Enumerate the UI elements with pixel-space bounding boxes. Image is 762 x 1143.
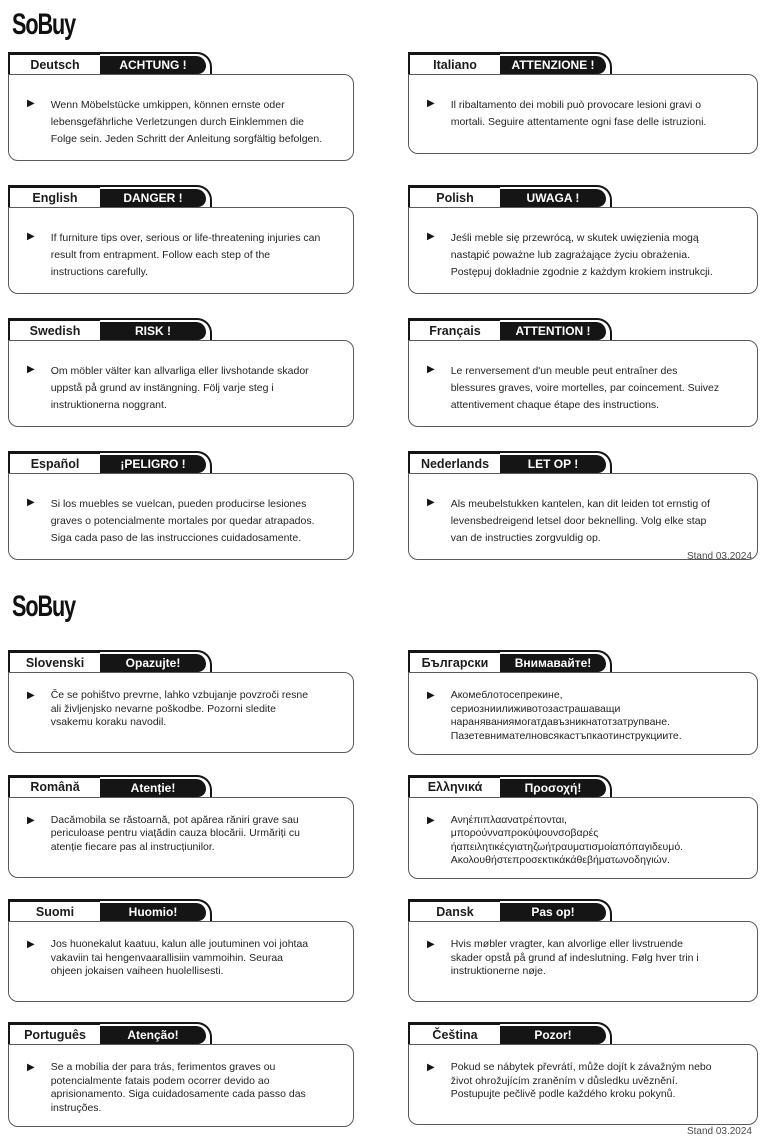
- language-tab: [408, 1022, 500, 1044]
- bullet-triangle-icon: ▶: [427, 1062, 435, 1074]
- page-1: [0, 0, 762, 570]
- warning-text: Jos huonekalut kaatuu, kalun alle joutuminen voi johtaa vakaviin tai hengenvaarallisiin vammoihin. Seuraa ohjeen jokaisen vaiheen huolellisesti.: [50, 938, 309, 978]
- revision-date: Stand 03.2024: [686, 1126, 752, 1137]
- bullet-triangle-icon: ▶: [27, 364, 35, 375]
- warning-tabs: [408, 775, 758, 797]
- warning-text: Акомеблотосепрекине, сериозниилиживотозастрашаващи нараняваниямогатдавъзникнатотзатрупване. Пазетевнимателновсякастъпкаотинструкциите.: [450, 689, 682, 742]
- language-tab: [8, 899, 100, 921]
- revision-date: Stand 03.2024: [686, 551, 752, 562]
- warning-content-box: [8, 672, 354, 753]
- bullet-triangle-icon: ▶: [427, 814, 435, 826]
- warning-block: [8, 899, 354, 1002]
- warning-block: [8, 185, 354, 294]
- warning-tab-outline: [500, 899, 612, 921]
- warning-tab-outline: [500, 775, 612, 797]
- warning-block: [8, 318, 354, 427]
- warning-text: Če se pohištvo prevrne, lahko vzbujanje povzroči resne ali življenjsko nevarne poškodbe. Pozorni sledite vsakemu koraku navodil.: [50, 689, 309, 729]
- language-tab: [408, 52, 500, 74]
- bullet-triangle-icon: ▶: [27, 497, 35, 508]
- language-tab: [8, 185, 100, 207]
- warning-tab: [100, 322, 206, 340]
- warning-label: DANGER !: [123, 191, 183, 205]
- warning-label: UWAGA !: [526, 191, 580, 205]
- warning-content-box: [8, 797, 354, 878]
- language-label: English: [32, 190, 78, 205]
- warning-label: Pas op!: [531, 905, 575, 920]
- warning-tabs: [8, 52, 354, 74]
- language-label: Italiano: [433, 57, 477, 72]
- warning-tabs: [408, 1022, 758, 1044]
- warning-content-box: [8, 921, 354, 1002]
- bullet-triangle-icon: ▶: [427, 364, 435, 375]
- warning-tab-outline: [100, 185, 212, 207]
- warning-text: Il ribaltamento dei mobili può provocare lesioni gravi o mortali. Seguire attentamente ogni fase delle istruzioni.: [450, 99, 707, 128]
- warning-tabs: [408, 318, 758, 340]
- warning-tab: [500, 322, 606, 340]
- warning-content-box: [408, 797, 758, 880]
- warning-tab: [100, 56, 206, 74]
- warning-content-box: [8, 207, 354, 294]
- warning-tabs: [8, 775, 354, 797]
- warning-tabs: [408, 899, 758, 921]
- warning-tab-outline: [500, 318, 612, 340]
- bullet-triangle-icon: ▶: [427, 497, 435, 508]
- warning-tab: [100, 1026, 206, 1044]
- warning-content-box: [8, 1044, 354, 1127]
- warning-tabs: [408, 451, 758, 473]
- warning-tab: [100, 779, 206, 797]
- warning-content-box: [408, 340, 758, 427]
- language-label: Français: [429, 323, 481, 338]
- warning-tabs: [8, 318, 354, 340]
- language-label: Swedish: [29, 323, 81, 338]
- warning-block: [408, 52, 758, 161]
- language-tab: [8, 318, 100, 340]
- warning-tab: [500, 56, 606, 74]
- warning-tab-outline: [100, 318, 212, 340]
- warning-block: [8, 650, 354, 755]
- warning-content-box: [8, 340, 354, 427]
- warning-tab-outline: [100, 451, 212, 473]
- warning-tabs: [8, 451, 354, 473]
- warning-text: Ανηέπιπλαανατρέπονται, μπορούνναπροκύψουνσοβαρές ήαπειλητικέςγιατηζωήτραυματισμοίαπόπαγιδευμό. Ακολουθήστεπροσεκτικάκάθεβήματωνοδηγιών.: [450, 813, 684, 867]
- warning-tab: [500, 189, 606, 207]
- warning-tab: [100, 903, 206, 921]
- warning-label: Huomio!: [128, 905, 178, 920]
- bullet-triangle-icon: ▶: [427, 98, 435, 109]
- language-tab: [408, 318, 500, 340]
- warning-content-box: [408, 74, 758, 154]
- warning-text: Om möbler välter kan allvarliga eller livshotande skador uppstå på grund av instängning. Följ varje steg i instruktionerna noggrant.: [50, 365, 309, 411]
- warning-block: [8, 52, 354, 161]
- warning-label: Внимавайте!: [514, 656, 592, 670]
- warning-tab: [500, 1026, 606, 1044]
- warning-block: [408, 650, 758, 755]
- warning-tab-outline: [100, 899, 212, 921]
- warning-block: [408, 1022, 758, 1127]
- language-tab: [8, 650, 100, 672]
- warning-text: Jeśli meble się przewrócą, w skutek uwięzienia mogą nastąpić poważne lub zagrażające życiu obrażenia. Postępuj dokładnie zgodnie z każdym krokiem instrukcji.: [450, 232, 713, 278]
- warning-content-box: [8, 473, 354, 560]
- warning-block: [408, 451, 758, 560]
- language-label: Čeština: [432, 1027, 478, 1042]
- warning-grid-page-2: [0, 650, 762, 1127]
- language-tab: [408, 451, 500, 473]
- warning-text: Hvis møbler vragter, kan alvorlige eller livstruende skader opstå på grund af indeslutning. Følg hver trin i instruktionerne nøje.: [450, 938, 699, 978]
- warning-tab-outline: [500, 650, 612, 672]
- warning-tab: [100, 189, 206, 207]
- language-label: Suomi: [35, 904, 75, 919]
- warning-label: Pozor!: [534, 1028, 572, 1043]
- language-label: Español: [30, 456, 80, 471]
- warning-tabs: [8, 185, 354, 207]
- warning-label: RISK !: [135, 324, 171, 338]
- bullet-triangle-icon: ▶: [427, 939, 435, 951]
- warning-label: Προσοχή!: [524, 780, 582, 795]
- brand-logo: SoBuy: [12, 8, 76, 41]
- warning-tab: [500, 654, 606, 672]
- bullet-triangle-icon: ▶: [27, 1062, 35, 1074]
- warning-content-box: [408, 921, 758, 1002]
- bullet-triangle-icon: ▶: [27, 939, 35, 951]
- language-tab: [408, 775, 500, 797]
- bullet-triangle-icon: ▶: [27, 814, 35, 826]
- warning-label: Opazujte!: [125, 656, 181, 670]
- warning-label: Atenție!: [130, 780, 176, 795]
- warning-content-box: [408, 473, 758, 560]
- warning-tabs: [8, 1022, 354, 1044]
- language-label: Português: [24, 1027, 86, 1042]
- language-tab: [8, 451, 100, 473]
- warning-text: Dacămobila se răstoarnă, pot apărea răniri grave sau periculoase pentru viațădin cauza blocării. Urmăriți cu atenție fiecare pas al instrucțiunilor.: [50, 813, 300, 853]
- warning-tab-outline: [500, 52, 612, 74]
- warning-block: [8, 775, 354, 880]
- language-label: Slovenski: [25, 655, 85, 670]
- warning-tab: [100, 455, 206, 473]
- language-label: Polish: [436, 190, 474, 205]
- warning-label: ATTENTION !: [515, 324, 591, 338]
- warning-block: [8, 1022, 354, 1127]
- warning-tabs: [408, 650, 758, 672]
- warning-label: ATTENZIONE !: [511, 58, 595, 72]
- warning-text: If furniture tips over, serious or life-threatening injuries can result from entrapment. Follow each step of the instructions carefully.: [50, 232, 321, 278]
- warning-text: Si los muebles se vuelcan, pueden producirse lesiones graves o potencialmente mortales por quedar atrapados. Siga cada paso de las instrucciones cuidadosamente.: [50, 498, 315, 544]
- warning-content-box: [408, 207, 758, 294]
- warning-tab-outline: [500, 451, 612, 473]
- language-label: Dansk: [436, 904, 474, 919]
- warning-text: Als meubelstukken kantelen, kan dit leiden tot ernstig of levensbedreigend letsel door beknelling. Volg elke stap van de instructies zorgvuldig op.: [450, 498, 710, 544]
- language-tab: [408, 185, 500, 207]
- language-tab: [408, 899, 500, 921]
- language-label: Română: [30, 780, 80, 795]
- warning-block: [408, 185, 758, 294]
- warning-tab: [500, 779, 606, 797]
- warning-grid-page-1: [0, 52, 762, 560]
- warning-tab-outline: [100, 650, 212, 672]
- warning-tabs: [408, 52, 758, 74]
- warning-content-box: [408, 672, 758, 755]
- warning-label: Atenção!: [127, 1028, 179, 1043]
- language-label: Nederlands: [420, 456, 490, 471]
- warning-text: Pokud se nábytek převrátí, může dojít k závažným nebo život ohrožujícím zraněním v důsledku uvěznění. Postupujte pečlivě podle každého kroku pokynů.: [450, 1061, 712, 1101]
- warning-block: [8, 451, 354, 560]
- warning-label: LET OP !: [527, 457, 579, 471]
- bullet-triangle-icon: ▶: [427, 690, 435, 701]
- warning-tabs: [8, 899, 354, 921]
- language-tab: [8, 1022, 100, 1044]
- warning-label: ¡PELIGRO !: [120, 457, 186, 471]
- warning-block: [408, 318, 758, 427]
- warning-tab-outline: [500, 1022, 612, 1044]
- warning-tab: [100, 654, 206, 672]
- warning-block: [408, 899, 758, 1002]
- language-label: Deutsch: [30, 57, 80, 72]
- warning-tab: [500, 903, 606, 921]
- warning-text: Wenn Möbelstücke umkippen, können ernste oder lebensgefährliche Verletzungen durch Einklemmen die Folge sein. Jeden Schritt der Anleitung sorgfältig befolgen.: [50, 99, 323, 145]
- bullet-triangle-icon: ▶: [27, 690, 35, 701]
- warning-content-box: [8, 74, 354, 161]
- warning-tabs: [8, 650, 354, 672]
- language-tab: [8, 52, 100, 74]
- warning-tab-outline: [100, 52, 212, 74]
- brand-logo: SoBuy: [12, 590, 76, 623]
- bullet-triangle-icon: ▶: [427, 231, 435, 242]
- warning-tab-outline: [500, 185, 612, 207]
- bullet-triangle-icon: ▶: [27, 98, 35, 109]
- bullet-triangle-icon: ▶: [27, 231, 35, 242]
- warning-text: Se a mobília der para trás, ferimentos graves ou potencialmente fatais podem ocorrer devido ao aprisionamento. Siga cuidadosamente cada passo das instruções.: [50, 1061, 306, 1115]
- warning-tab-outline: [100, 775, 212, 797]
- warning-content-box: [408, 1044, 758, 1125]
- warning-tabs: [408, 185, 758, 207]
- language-tab: [8, 775, 100, 797]
- language-label: Български: [421, 655, 489, 670]
- page-2: [0, 570, 762, 1143]
- language-tab: [408, 650, 500, 672]
- warning-label: ACHTUNG !: [119, 58, 187, 72]
- language-label: Ελληνικά: [427, 780, 483, 795]
- warning-tab: [500, 455, 606, 473]
- warning-tab-outline: [100, 1022, 212, 1044]
- warning-block: [408, 775, 758, 880]
- warning-text: Le renversement d'un meuble peut entraîner des blessures graves, voire mortelles, par coincement. Suivez attentivement chaque étape des instructions.: [450, 365, 720, 411]
